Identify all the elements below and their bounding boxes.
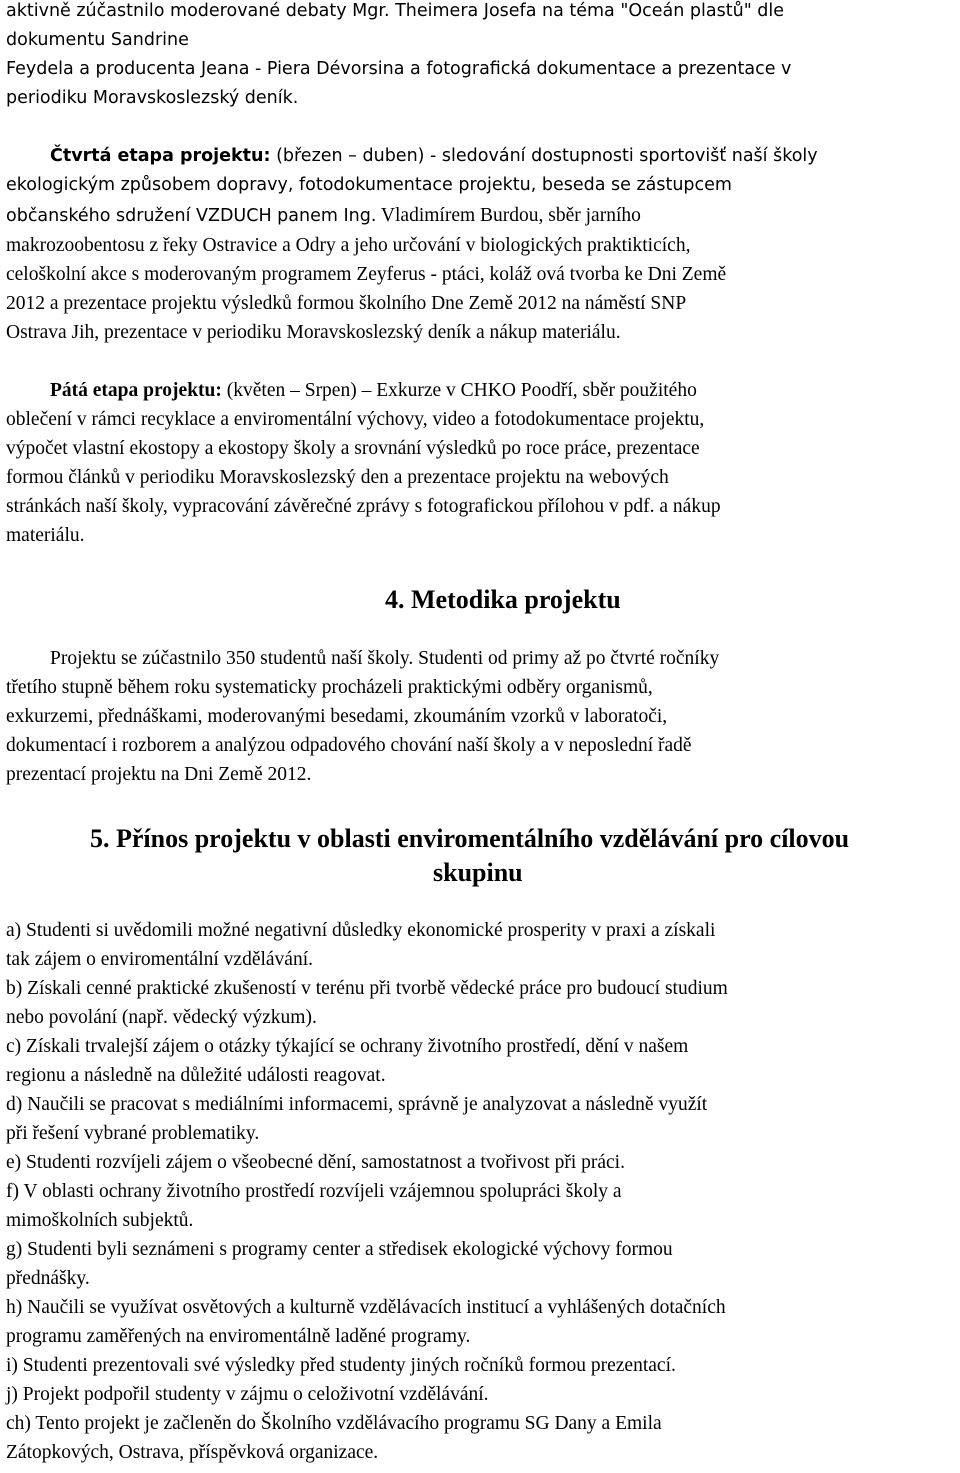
stage4-line: celoškolní akce s moderovaným programem Zeyferus - ptáci, koláž ová tvorba ke Dni Země [6,264,727,285]
section4-heading [385,587,621,613]
stage4-line-mixed [6,206,641,226]
stage5-line: výpočet vlastní ekostopy a ekostopy školy a srovnání výsledků po roce práce, prezentace [6,438,700,459]
stage4-line-serif-part: Vladimírem Burdou, sběr jarního [376,205,641,226]
stage5-line: formou článků v periodiku Moravskoslezský den a prezentace projektu na webových [6,467,669,488]
list-item: f) V oblasti ochrany životního prostředí rozvíjeli vzájemnou spolupráci školy a [6,1181,622,1202]
stage4-line-sans-part: občanského sdružení VZDUCH panem Ing. [6,206,377,226]
intro-line: periodiku Moravskoslezský deník. [6,88,299,108]
stage5-line: materiálu. [6,525,85,546]
section5-title-line2: skupinu [433,858,523,887]
list-item: nebo povolání (např. vědecký výzkum). [6,1007,317,1028]
section5-number: 5. [90,824,110,853]
list-item: i) Studenti prezentovali své výsledky před studenty jiných ročníků formou prezentací. [6,1355,676,1376]
stage4-line: 2012 a prezentace projektu výsledků formou školního Dne Země 2012 na náměstí SNP [6,293,687,314]
list-item: c) Získali trvalejší zájem o otázky týkající se ochrany životního prostředí, dění v našem [6,1036,689,1057]
stage5-line: stránkách naší školy, vypracování závěrečné zprávy s fotografickou přílohou v pdf. a nákup [6,496,721,517]
section4-line: Projektu se zúčastnilo 350 studentů naší školy. Studenti od primy až po čtvrté ročníky [50,648,720,669]
intro-line: Feydela a producenta Jeana - Piera Dévorsina a fotografická dokumentace a prezentace v [6,59,792,79]
intro-line: dokumentu Sandrine [6,30,189,50]
list-item: e) Studenti rozvíjeli zájem o všeobecné dění, samostatnost a tvořivost při práci. [6,1152,625,1173]
stage4-label: Čtvrtá etapa projektu: [50,146,271,166]
stage5-line: oblečení v rámci recyklace a enviromentální výchovy, video a fotodokumentace projektu, [6,409,705,430]
list-item: regionu a následně na důležité události reagovat. [6,1065,386,1086]
list-item: b) Získali cenné praktické zkušeností v terénu při tvorbě vědecké práce pro budoucí studium [6,978,728,999]
list-item: d) Naučili se pracovat s mediálními informacemi, správně je analyzovat a následně využít [6,1094,708,1115]
section5-heading-line1 [90,826,849,852]
list-item: Zátopkových, Ostrava, příspěvková organizace. [6,1442,379,1463]
stage5-first-line [50,381,697,401]
section4-line: prezentací projektu na Dni Země 2012. [6,764,312,785]
list-item: h) Naučili se využívat osvětových a kulturně vzdělávacích institucí a vyhlášených dotačních [6,1297,726,1318]
stage4-line: Ostrava Jih, prezentace v periodiku Moravskoslezský deník a nákup materiálu. [6,322,621,343]
section4-number: 4. [385,585,405,614]
stage5-label: Pátá etapa projektu: [50,380,222,401]
section4-line: třetího stupně během roku systematicky procházeli praktickými odběry organismů, [6,677,653,698]
section4-title: Metodika projektu [411,585,621,614]
stage4-first-line [50,148,818,166]
list-item: mimoškolních subjektů. [6,1210,194,1231]
stage4-line: makrozoobentosu z řeky Ostravice a Odry a jeho určování v biologických praktikticích, [6,235,691,256]
list-item: g) Studenti byli seznámeni s programy center a středisek ekologické výchovy formou [6,1239,673,1260]
list-item: programu zaměřených na enviromentálně laděné programy. [6,1326,471,1347]
stage5-first-rest: (květen – Srpen) – Exkurze v CHKO Poodří, sběr použitého [221,380,697,401]
list-item: j) Projekt podpořil studenty v zájmu o celoživotní vzdělávání. [6,1384,489,1405]
section4-line: dokumentací i rozborem a analýzou odpadového chování naší školy a v neposlední řadě [6,735,692,756]
intro-line: aktivně zúčastnilo moderované debaty Mgr. Theimera Josefa na téma "Oceán plastů" dle [6,1,785,21]
section4-line: exkurzemi, přednáškami, moderovanými besedami, zkoumáním vzorků v laboratoči, [6,706,668,727]
list-item: přednášky. [6,1268,90,1289]
list-item: a) Studenti si uvědomili možné negativní důsledky ekonomické prosperity v praxi a získali [6,920,716,941]
stage4-line: ekologickým způsobem dopravy, fotodokumentace projektu, beseda se zástupcem [6,175,732,195]
list-item: ch) Tento projekt je začleněn do Školního vzdělávacího programu SG Dany a Emila [6,1413,662,1434]
stage4-first-rest: (březen – duben) - sledování dostupnosti sportovišť naší školy [270,146,818,166]
list-item: při řešení vybrané problematiky. [6,1123,260,1144]
section5-title-line1: Přínos projektu v oblasti enviromentálního vzdělávání pro cílovou [116,824,850,853]
list-item: tak zájem o enviromentální vzdělávání. [6,949,314,970]
